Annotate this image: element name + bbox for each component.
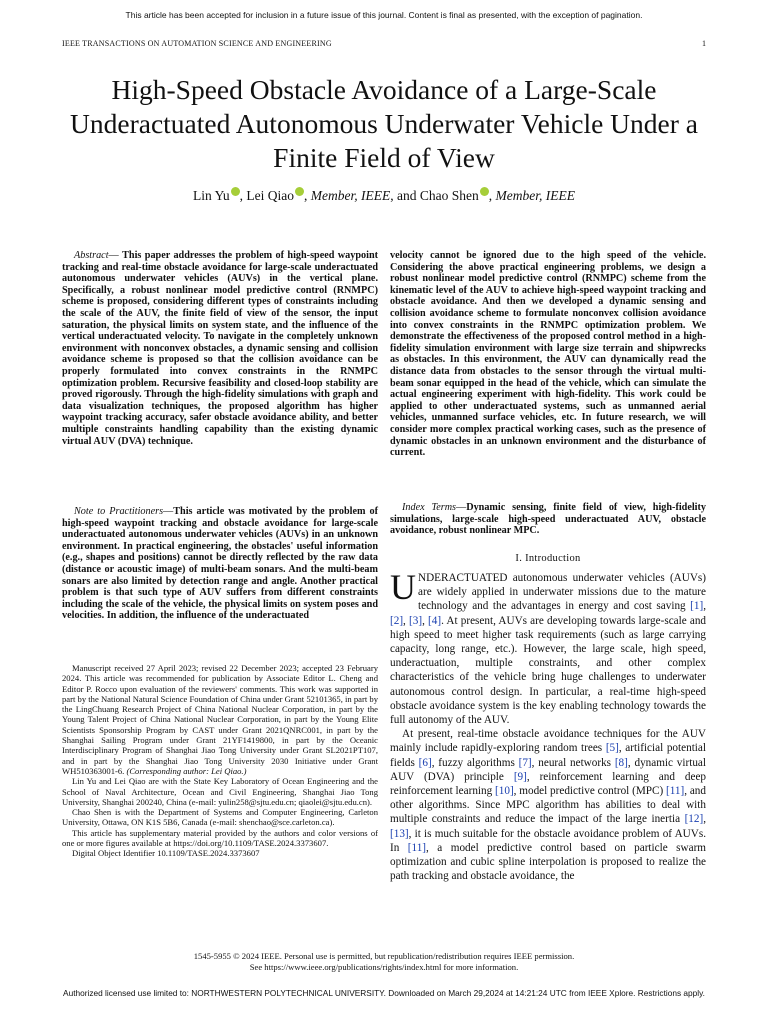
citation-link[interactable]: [3]	[409, 614, 423, 627]
license-notice: Authorized licensed use limited to: NORTHWESTERN POLYTECHNICAL UNIVERSITY. Downloaded on March 29,2024 at 14:21:24 UTC from IEEE Xplore. Restrictions apply.	[63, 988, 705, 998]
index-terms-label: Index Terms	[402, 502, 457, 513]
citation-link[interactable]: [11]	[666, 785, 685, 798]
citation-link[interactable]: [9]	[513, 770, 527, 783]
author-title: Member, IEEE	[495, 188, 575, 203]
citation-link[interactable]: [6]	[418, 756, 432, 769]
citation-link[interactable]: [7]	[518, 756, 532, 769]
footnote-supplementary[interactable]: This article has supplementary material provided by the authors and color versions of one or more figures available at https://doi.org/10.1109/TASE.2024.3373607.	[62, 827, 378, 849]
citation-link[interactable]: [13]	[390, 827, 409, 840]
running-head: IEEE TRANSACTIONS ON AUTOMATION SCIENCE AND ENGINEERING	[62, 39, 332, 48]
practitioners-text: This article was motivated by the problem of high-speed waypoint tracking and obstacle avoidance for large-scale underactuated autonomous underwater vehicles (AUVs) in an unknown environment. In practical engineering, the obstacles' useful information (e.g., shapes and positions) cannot be directly reflected by the raw data (distance or acoustic image) of multi-beam sonars. And the multi-beam sonars are also limited by detection range and angle. Another practical problem is that such type of AUV suffers from different constraints including the scale of the vehicle, the physical limits on system poses and velocities. In addition, the influence of the underactuated	[62, 506, 378, 622]
abstract-text: This paper addresses the problem of high-speed waypoint tracking and real-time obstacle avoidance for large-scale underactuated autonomous underwater vehicles (AUVs) in the vertical plane. Specifically, a robust nonlinear model predictive control (RNMPC) scheme is proposed, considering different types of constraints including the scale of the AUV, the finite field of view of the sensor, the input saturation, the physical limits on system state, and the influence of the vertical underactuated velocity. To navigate in the completely unknown environment with nonconvex obstacles, a dynamic sensing and collision avoidance scheme is proposed so that the collision avoidance can be properly formulated into convex constraints in the RNMPC optimization problem. Recursive feasibility and closed-loop stability are proved rigorously. Through the high-fidelity simulations with graph and data visualization techniques, the proposed algorithm has higher waypoint tracking accuracy, safer obstacle avoidance ability, and better multiple constraints handling capability than the existing dynamic virtual AUV (DVA) technique.	[62, 250, 379, 447]
orcid-icon[interactable]	[295, 187, 304, 196]
footnote-affiliation-2: Chao Shen is with the Department of Systems and Computer Engineering, Carleton University, Ottawa, ON K1S 5B6, Canada (e-mail: shenchao@sce.carleton.ca).	[62, 807, 378, 828]
author-name: Lin Yu	[193, 188, 230, 203]
citation-link[interactable]: [12]	[684, 813, 704, 826]
footnote-doi: Digital Object Identifier 10.1109/TASE.2024.3373607	[72, 848, 260, 859]
orcid-icon[interactable]	[480, 187, 489, 196]
index-terms-text: Dynamic sensing, finite field of view, high-fidelity simulations, large-scale high-speed underactuated AUV, obstacle avoidance, robust nonlinear MPC.	[390, 502, 707, 537]
practitioners-continued	[390, 250, 706, 459]
intro-paragraph-2: At present, real-time obstacle avoidance techniques for the AUV mainly include rapidly-exploring random trees [5], artificial potential fields [6], fuzzy algorithms [7], neural networks [8], dynamic virtual AUV (DVA) principle [9], reinforcement learning and deep reinforcement learning [10], model predictive control (MPC) [11], and other algorithms. Since MPC algorithm has abilities to deal with multiple constraints and reduce the impact of the large inertia [12], [13], it is much suitable for the obstacle avoidance problem of AUVs. In [11], a model predictive control based on particle swarm optimization and cubic spline interpolation is proposed to realize the path tracking and obstacle avoidance, the	[390, 728, 706, 883]
introduction-body	[390, 567, 707, 883]
citation-link[interactable]: [11]	[407, 841, 427, 854]
index-terms: Index Terms—Dynamic sensing, finite field of view, high-fidelity simulations, large-scale high-speed underactuated AUV, obstacle avoidance, robust nonlinear MPC.	[390, 502, 707, 537]
page-number: 1	[702, 39, 706, 48]
copyright-notice	[0, 951, 768, 973]
copyright-line-1: 1545-5955 © 2024 IEEE. Personal use is permitted, but republication/redistribution requires IEEE permission.	[193, 951, 575, 961]
footnote-affiliation-1: Lin Yu and Lei Qiao are with the State Key Laboratory of Ocean Engineering and the School of Naval Architecture, Ocean and Civil Engineering, Shanghai Jiao Tong University, Shanghai 200240, China (e-mail: yulin258@sjtu.edu.cn; qiaolei@sjtu.edu.cn).	[62, 776, 378, 807]
author-name: Lei Qiao	[246, 188, 294, 203]
author-name: Chao Shen	[419, 188, 479, 203]
intro-paragraph-1: UNDERACTUATED autonomous underwater vehicles (AUVs) are widely applied in underwater missions due to the mature technology and the advantages in energy and cost saving [1], [2], [3], [4]. At present, AUVs are developing towards large-scale and high speed to meet higher task requirements (such as large carrying capacity, long range, etc.). However, the large scale, high speed, underactuation, multiple constraints, and other complex characteristics of the vehicle bring huge challenges to underwater autonomous control design. In particular, a real-time high-speed obstacle avoidance system is the key enabling technology towards the full autonomy of the AUV.	[390, 567, 707, 727]
citation-link[interactable]: [4]	[428, 614, 442, 627]
author-title: Member, IEEE	[310, 188, 391, 203]
citation-link[interactable]: [1]	[690, 600, 704, 613]
author-conjunction: , and	[390, 188, 420, 203]
footnote-corresponding: (Corresponding author: Lei Qiao.)	[126, 765, 247, 776]
practitioners-text-continued: velocity cannot be ignored due to the high speed of the vehicle. Considering the above practical engineering problems, we design a robust nonlinear model predictive control (RNMPC) scheme from the kinematic level of the AUV to achieve high-speed waypoint tracking and obstacle avoidance. And then we developed a dynamic sensing and collision avoidance scheme to formulate nonconvex collision avoidance into convex constraints in the RNMPC optimization problem. We demonstrate the effectiveness of the proposed control method in a high-fidelity simulation environment with large size terrain and shipwrecks as obstacles. In this environment, the AUV can dynamically read the distance data from obstacles to the sensor through the virtual multi-beam sonar equipped in the head of the vehicle, which can simulate the actual engineering experiment with high-fidelity. This work could be applied to other underactuated systems, such as unmanned aerial vehicles, unmanned surface vehicles, etc. In future research, we will consider more complex practical working cases, such as the presence of dynamic obstacles in an unknown environment and the disturbance of current.	[390, 250, 706, 459]
footnotes	[62, 663, 378, 859]
acceptance-notice: This article has been accepted for inclusion in a future issue of this journal. Content is final as presented, with the exception of pagination.	[125, 10, 643, 20]
section-heading-introduction: I. Introduction	[515, 553, 581, 564]
paper-title: High-Speed Obstacle Avoidance of a Large-Scale Underactuated Autonomous Underwater Vehicle Under a Finite Field of View	[70, 74, 698, 173]
orcid-icon[interactable]	[231, 187, 240, 196]
copyright-line-2[interactable]: See https://www.ieee.org/publications/rights/index.html for more information.	[249, 962, 519, 972]
note-to-practitioners: Note to Practitioners—This article was motivated by the problem of high-speed waypoint tracking and obstacle avoidance for large-scale underactuated autonomous underwater vehicles (AUVs) in an unknown environment. In practical engineering, the obstacles' useful information (e.g., shapes and positions) cannot be directly reflected by the raw data (distance or acoustic image) of multi-beam sonars. And the multi-beam sonars are also limited by detection range and angle. Another practical problem is that such type of AUV suffers from different constraints including the scale of the vehicle, the physical limits on system poses and velocities. In addition, the influence of the underactuated	[62, 506, 378, 622]
abstract-label: Abstract	[74, 250, 109, 261]
footnote-manuscript: Manuscript received 27 April 2023; revised 22 December 2023; accepted 23 February 2024. This article was recommended for publication by Associate Editor L. Cheng and Editor P. Rocco upon evaluation of the reviewers' comments. This work was supported in part by the National Natural Science Foundation of China under Grant 52101365, in part by the LingChuang Research Project of China National Nuclear Corporation, in part by the Young Talent Project of China National Nuclear Corporation, in part by the Young Elite Scientists Sponsorship Program by CAST under Grant 2021QNRC001, in part by the Shanghai Sailing Program under Grant 21YF1419800, in part by the Oceanic Interdisciplinary Program of Shanghai Jiao Tong University under Grant SL2021PT107, and in part by the Shanghai Jiao Tong University 2030 Initiative under Grant WH510363001-6.	[62, 663, 378, 776]
citation-link[interactable]: [8]	[614, 756, 628, 769]
abstract: Abstract— This paper addresses the problem of high-speed waypoint tracking and real-time obstacle avoidance for large-scale underactuated autonomous underwater vehicles (AUVs) in the vertical plane. Specifically, a robust nonlinear model predictive control (RNMPC) scheme is proposed, considering different types of constraints including the scale of the AUV, the finite field of view of the sensor, the input saturation, the physical limits on system state, and the influence of the vertical underactuated velocity. To navigate in the completely unknown environment with nonconvex obstacles, a dynamic sensing and collision avoidance scheme is proposed so that the collision avoidance can be properly formulated into convex constraints in the RNMPC optimization problem. Recursive feasibility and closed-loop stability are proved rigorously. Through the high-fidelity simulations with graph and data visualization techniques, the proposed algorithm has higher waypoint tracking accuracy, safer obstacle avoidance ability, and better multiple constraints handling capability than the existing dynamic virtual AUV (DVA) technique.	[62, 250, 379, 447]
practitioners-label: Note to Practitioners	[74, 506, 164, 517]
author-line: Lin Yu , Lei Qiao , Member, IEEE, and Chao Shen , Member, IEEE	[193, 188, 575, 203]
citation-link[interactable]: [10]	[495, 785, 514, 798]
citation-link[interactable]: [2]	[390, 614, 404, 627]
citation-link[interactable]: [5]	[605, 742, 619, 755]
